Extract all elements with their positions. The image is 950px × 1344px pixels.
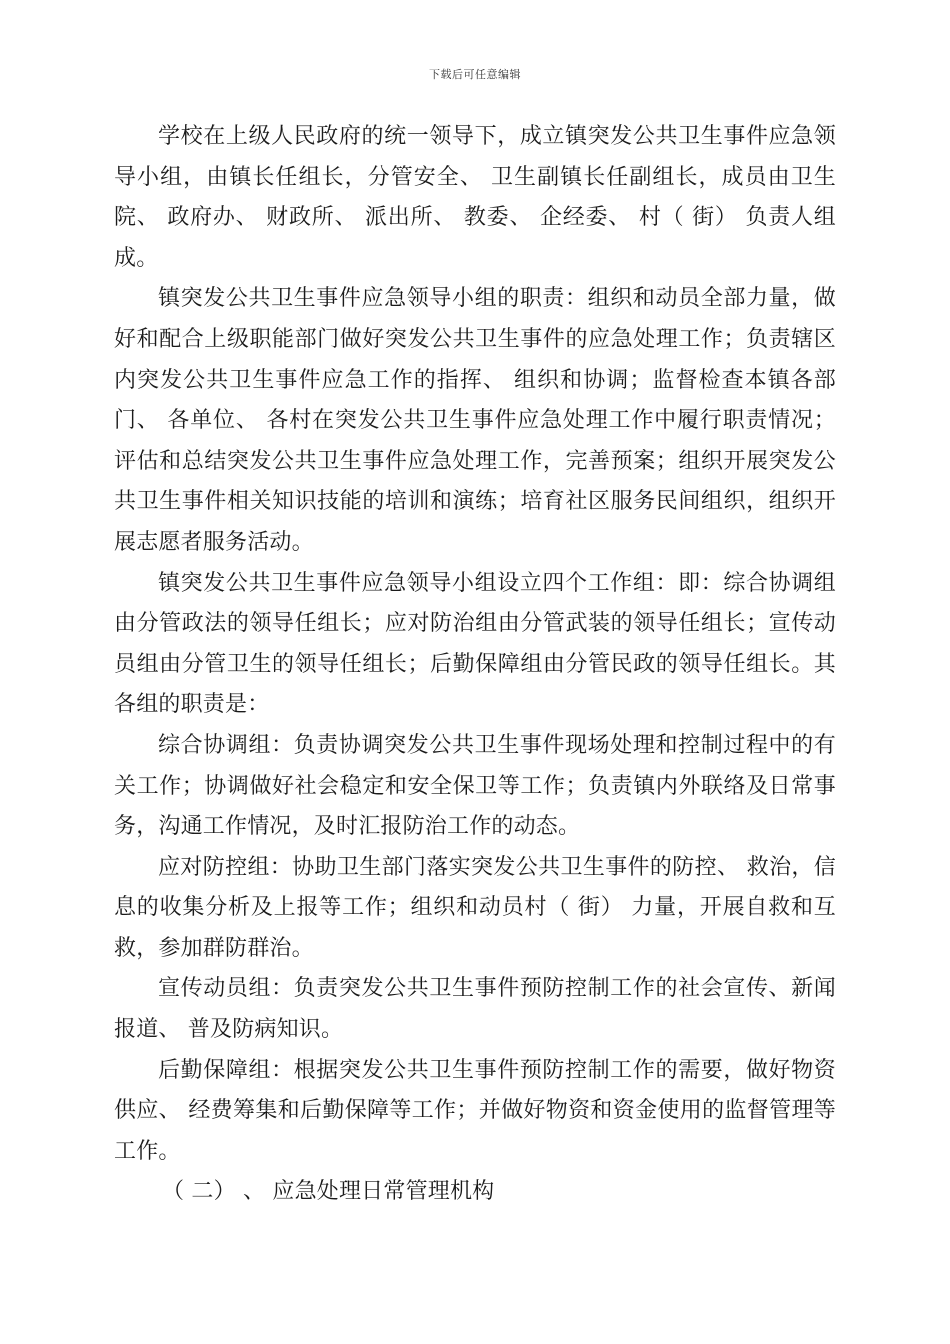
paragraph-leadership-group: 学校在上级人民政府的统一领导下，成立镇突发公共卫生事件应急领导小组，由镇长任组长，分管安全、 卫生副镇长任副组长，成员由卫生院、 政府办、 财政所、 派出所、 教委、 企经委、 村（ 街） 负责人组成。 bbox=[114, 124, 836, 271]
paragraph-working-groups: 镇突发公共卫生事件应急领导小组设立四个工作组：即：综合协调组由分管政法的领导任组长；应对防治组由分管武装的领导任组长；宣传动员组由分管卫生的领导任组长；后勤保障组由分管民政的领导任组长。其各组的职责是： bbox=[114, 570, 836, 718]
section-heading: （ 二） 、 应急处理日常管理机构 bbox=[162, 1179, 495, 1205]
page-header: 下载后可任意编辑 bbox=[429, 68, 521, 81]
paragraph-publicity-group: 宣传动员组：负责突发公共卫生事件预防控制工作的社会宣传、新闻报道、 普及防病知识。 bbox=[114, 976, 836, 1043]
paragraph-group-duties: 镇突发公共卫生事件应急领导小组的职责：组织和动员全部力量，做好和配合上级职能部门做好突发公共卫生事件的应急处理工作；负责辖区内突发公共卫生事件应急工作的指挥、 组织和协调；监督检查本镇各部门、 各单位、 各村在突发公共卫生事件应急处理工作中履行职责情况；评估和总结突发公共卫生事件应急处理工作，完善预案；组织开展突发公共卫生事件相关知识技能的培训和演练；培育社区服务民间组织，组织开展志愿者服务活动。 bbox=[114, 286, 836, 555]
document-body bbox=[114, 117, 836, 1213]
paragraph-prevention-group: 应对防控组：协助卫生部门落实突发公共卫生事件的防控、 救治，信息的收集分析及上报等工作；组织和动员村（ 街） 力量，开展自救和互救，参加群防群治。 bbox=[114, 854, 836, 961]
paragraph-coordination-group: 综合协调组：负责协调突发公共卫生事件现场处理和控制过程中的有关工作；协调做好社会稳定和安全保卫等工作；负责镇内外联络及日常事务，沟通工作情况，及时汇报防治工作的动态。 bbox=[114, 732, 836, 840]
paragraph-logistics-group: 后勤保障组：根据突发公共卫生事件预防控制工作的需要，做好物资供应、 经费筹集和后勤保障等工作；并做好物资和资金使用的监督管理等工作。 bbox=[114, 1057, 836, 1164]
